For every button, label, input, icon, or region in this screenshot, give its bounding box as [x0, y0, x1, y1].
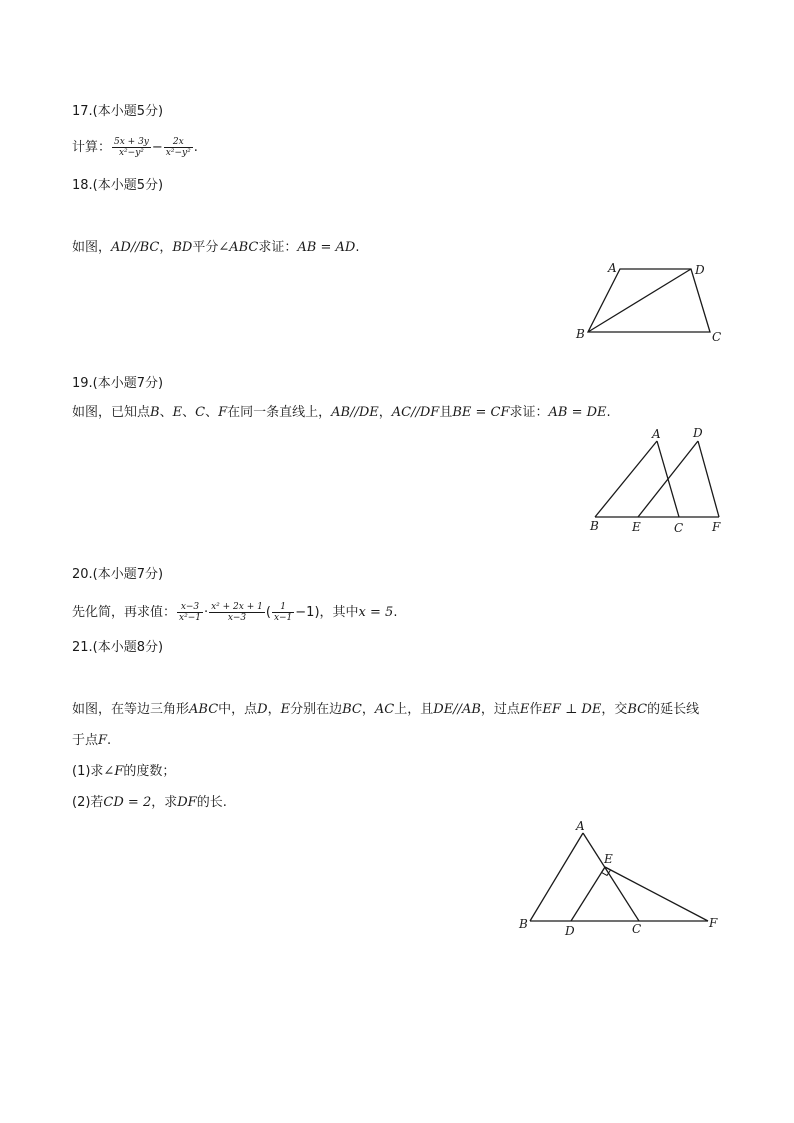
q21-math-df: DF [177, 795, 197, 810]
q21-p2-text-c: 的长. [196, 795, 227, 810]
q20-frac3-denominator: x−1 [273, 613, 293, 623]
q18-math-ab-eq-ad: AB = AD [297, 240, 356, 255]
q18-text-a: 如图， [72, 240, 112, 255]
q18-math-ad-parallel-bc: AD//BC [111, 240, 160, 255]
q21-segment-ab [530, 833, 583, 921]
q20-prefix: 先化简，再求值： [72, 605, 177, 620]
q17-frac2-denominator: x²−y² [165, 148, 191, 158]
q21-math-bc: BC [342, 702, 362, 717]
q21-segment-de [571, 867, 605, 921]
q21-label-d: D [565, 924, 575, 938]
q19-text-f: . [606, 405, 611, 420]
q21-l2-text-a: 于点 [72, 733, 99, 748]
q17-prefix: 计算： [72, 140, 112, 155]
q19-label-d: D [693, 426, 703, 440]
q21-header: 21.(本小题8分) [72, 640, 164, 655]
q19-sep-3: 、 [205, 405, 219, 420]
q19-label-b: B [590, 519, 599, 533]
q21-segment-ac [583, 833, 639, 921]
q20-open-paren: ( [265, 605, 271, 620]
q21-label-b: B [519, 917, 528, 931]
q20-frac3-numerator: 1 [280, 602, 286, 612]
q21-l1-text-g: ，过点 [480, 702, 520, 717]
q19-text-e: 求证： [509, 405, 549, 420]
q19-label-f: F [712, 520, 721, 534]
q21-math-e: E [280, 702, 291, 717]
q21-l1-text-j: 的延长线 [647, 702, 700, 717]
q20-frac2-denominator: x−3 [227, 613, 247, 623]
q21-math-ac: AC [374, 702, 395, 717]
q21-l1-text-f: 上，且 [394, 702, 434, 717]
q21-label-e: E [604, 852, 613, 866]
q21-math-f: F [98, 733, 108, 748]
q19-math-f: F [218, 405, 228, 420]
q18-label-d: D [695, 263, 705, 277]
q19-sep-2: 、 [182, 405, 196, 420]
q18-label-b: B [576, 327, 585, 341]
q18-text-d: 求证： [258, 240, 298, 255]
q21-p2-text-b: ，求 [151, 795, 178, 810]
q21-label-f: F [709, 916, 718, 930]
q21-p2-text-a: (2)若 [72, 795, 104, 810]
q19-text-c: ， [378, 405, 392, 420]
q19-math-ac-parallel-df: AC//DF [391, 405, 440, 420]
q21-p1-text-a: (1)求 [72, 764, 104, 779]
q18-text-e: . [355, 240, 360, 255]
q21-l1-text-c: ， [267, 702, 281, 717]
q19-math-be-eq-cf: BE = CF [452, 405, 510, 420]
q18-label-c: C [712, 330, 722, 344]
q19-label-e: E [632, 520, 641, 534]
q21-l1-text-i: ，交 [601, 702, 628, 717]
q18-header: 18.(本小题5分) [72, 178, 164, 193]
q17-suffix: . [193, 140, 198, 155]
q21-l1-text-d: 分别在边 [290, 702, 343, 717]
q19-text-a: 如图，已知点 [72, 405, 151, 420]
q20-dot: · [203, 605, 209, 620]
q21-math-de-parallel-ab: DE//AB [433, 702, 481, 717]
q18-label-a: A [608, 261, 617, 275]
q18-math-bd: BD [172, 240, 193, 255]
q17-frac1-numerator: 5x + 3y [114, 137, 149, 147]
q19-label-a: A [652, 427, 661, 441]
q21-p1-text-b: 的度数； [123, 764, 176, 779]
q19-math-ab-eq-de: AB = DE [548, 405, 607, 420]
q19-math-ab-parallel-de: AB//DE [331, 405, 379, 420]
q18-text-b: ， [159, 240, 173, 255]
q21-math-ef-perp-de: EF ⊥ DE [542, 702, 602, 717]
q20-math-x-eq-5: x = 5 [358, 605, 394, 620]
q20-frac1-numerator: x−3 [180, 602, 200, 612]
q21-math-cd-eq-2: CD = 2 [103, 795, 152, 810]
q21-l1-text-a: 如图，在等边三角形 [72, 702, 190, 717]
q21-l1-text-b: 中，点 [218, 702, 258, 717]
q20-frac1-denominator: x²−1 [179, 613, 201, 623]
q17-header: 17.(本小题5分) [72, 104, 164, 119]
q21-label-a: A [576, 819, 585, 833]
q20-text-c: . [393, 605, 398, 620]
q17-frac2-numerator: 2x [172, 137, 184, 147]
q19-math-b: B [150, 405, 160, 420]
q21-math-angle-f: ∠F [103, 764, 124, 779]
q19-text-b: 在同一条直线上， [227, 405, 332, 420]
q19-sep-1: 、 [159, 405, 173, 420]
q19-math-e: E [172, 405, 183, 420]
q20-tail: −1) [295, 605, 320, 620]
q20-text-b: ，其中 [319, 605, 359, 620]
q21-l1-text-h: 作 [529, 702, 543, 717]
q19-math-c: C [195, 405, 206, 420]
q21-l1-text-e: ， [361, 702, 375, 717]
q20-frac2-numerator: x² + 2x + 1 [211, 602, 263, 612]
q21-math-abc: ABC [189, 702, 219, 717]
q17-frac1-denominator: x²−y² [118, 148, 144, 158]
q19-text-d: 且 [439, 405, 453, 420]
q21-label-c: C [632, 922, 642, 936]
q18-text-c: 平分 [192, 240, 219, 255]
q19-header: 19.(本小题7分) [72, 376, 164, 391]
q17-minus: − [151, 140, 163, 155]
q21-math-e-2: E [519, 702, 530, 717]
q21-segment-ef [605, 867, 708, 921]
q21-math-d: D [257, 702, 268, 717]
q20-header: 20.(本小题7分) [72, 567, 164, 582]
q18-math-angle-abc: ∠ABC [218, 240, 259, 255]
q21-l2-text-b: . [107, 733, 112, 748]
q19-label-c: C [674, 521, 684, 535]
q21-math-bc-2: BC [627, 702, 648, 717]
